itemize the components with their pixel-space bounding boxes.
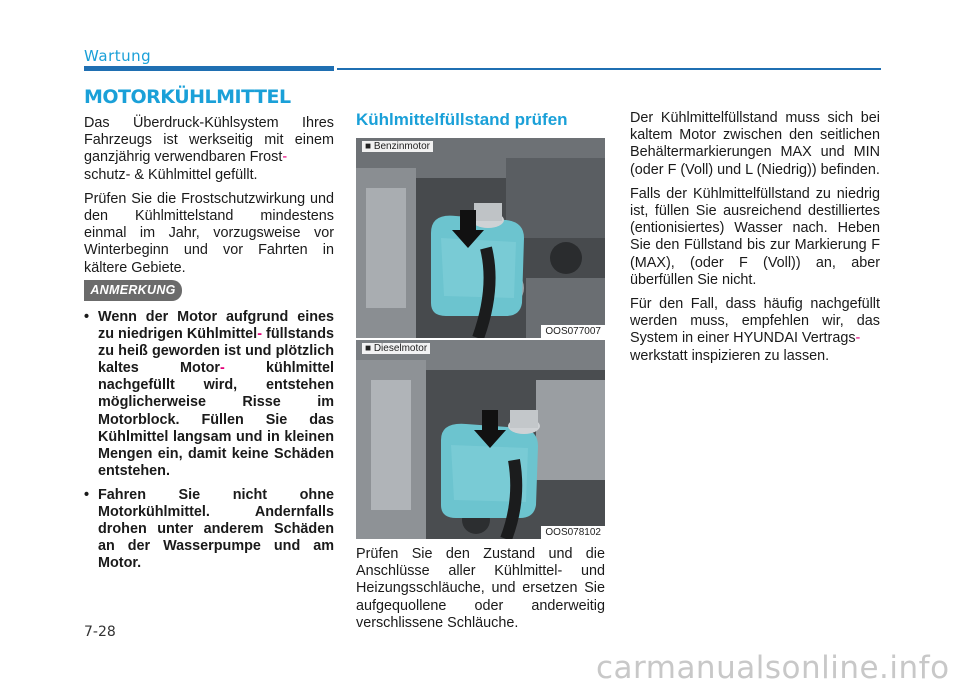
header-rule-thick [84,66,334,71]
section-header: Wartung [84,47,152,65]
photo-code: OOS078102 [541,526,605,539]
note-list [84,309,334,579]
note-item-2: • Fahren Sie nicht ohne Motorkühlmittel. Andernfalls drohen unter anderem Schäden an der Wasserpumpe und am Motor. [84,487,334,572]
photo-label: ■ Dieselmotor [362,343,430,354]
page-title: MOTORKÜHLMITTEL [84,86,291,108]
level-paragraph-3: Für den Fall, dass häufig nachgefüllt werden muss, empfehlen wir, das System in einer HYUNDAI Vertrags- werkstatt inspizieren zu lassen. [630,296,880,364]
hose-paragraph: Prüfen Sie den Zustand und die Anschlüsse aller Kühlmittel- und Heizungsschläuche, und ersetzen Sie aufgequollene oder anderweitig verschlissene Schläuche. [356,546,605,631]
level-paragraph-2: Falls der Kühlmittelfüllstand zu niedrig ist, füllen Sie ausreichend destilliertes (entionisiertes) Wasser nach. Heben Sie den Füllstand bis zur Markierung F (MAX), (oder F (Voll)) an, aber überfüllen Sie nicht. [630,185,880,288]
note-item-1: • Wenn der Motor aufgrund eines zu niedrigen Kühlmittel- füllstands zu heiß geworden ist und plötzlich kaltes Motor- kühlmittel nachgefüllt wird, entstehen möglicherweise Risse im Motorblock. Füllen Sie das Kühlmittel langsam und in kleinen Mengen ein, damit keine Schäden entstehen. [84,309,334,480]
engine-bay-illustration [356,340,605,539]
photo-label: ■ Benzinmotor [362,141,433,152]
photo-code: OOS077007 [541,325,605,338]
watermark: carmanualsonline.info [596,650,950,686]
intro-column [84,115,334,284]
level-column [630,110,880,372]
level-paragraph-1: Der Kühlmittelfüllstand muss sich bei kaltem Motor zwischen den seitlichen Behältermarkierungen MAX und MIN (oder F (Voll) und L (Niedrig)) befinden. [630,110,880,178]
intro-paragraph-2: Prüfen Sie die Frostschutzwirkung und den Kühlmittelstand mindestens einmal im Jahr, vorzugsweise vor Winterbeginn und vor Fahrten in kältere Gebiete. [84,190,334,276]
page-number: 7-28 [84,624,116,640]
note-badge: ANMERKUNG [84,280,182,301]
photo-petrol-engine [356,138,605,338]
photo-diesel-engine [356,340,605,539]
engine-bay-illustration [356,138,605,338]
intro-paragraph-1: Das Überdruck-Kühlsystem Ihres Fahrzeugs ist werkseitig mit einem ganzjährig verwendbaren Frost- schutz- & Kühlmittel gefüllt. [84,115,334,183]
subsection-heading: Kühlmittelfüllstand prüfen [356,110,568,129]
header-rule-thin [337,68,881,70]
